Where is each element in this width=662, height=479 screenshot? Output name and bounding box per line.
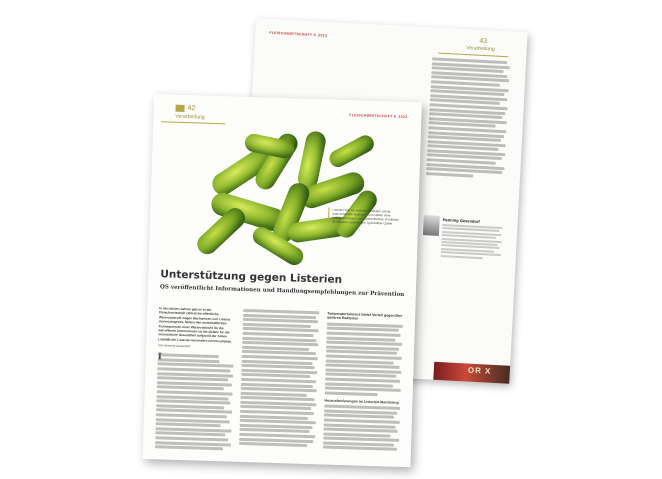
column-body-text xyxy=(323,405,400,452)
column-subheading: Temperaturtoleranz bietet Vorteil gegenüber anderen Bakterien xyxy=(326,311,403,321)
article-column-3 xyxy=(323,312,403,453)
image-caption: Listerien sind ein widerstandsfähiger, wenig anspruchsvoller Bakterium und stellen unter Umständen gegen von Listerienfreiheit. Produkten ist Aufwand zuverlässiger Quecksilber Quelle. xyxy=(328,208,400,226)
article-intro: In den letzten Jahren gab es in der Fleischwirtschaft zahlreiche öffentliche Warenrückrufe wegen Nachweisen von Listeria monocytogenes. Neben den wirtschaftlichen Konsequenzen einer Warenrückrufe für die betroffenen Unternehmen ist die Gefahr für die menschliche Gesundheit aufgrund der hohen Letalität der Listerien besonders hervorzuheben. xyxy=(158,306,233,344)
back-page-number: 43 xyxy=(479,37,488,46)
author-name: Henning Gesendorf xyxy=(442,217,480,224)
author-box xyxy=(420,215,506,289)
front-page xyxy=(143,94,422,467)
front-page-header: FLEISCHWIRTSCHAFT 6_2023 xyxy=(349,113,408,119)
back-page-column xyxy=(426,57,510,180)
article-column-2 xyxy=(239,309,319,449)
front-page-number: 42 xyxy=(187,105,196,113)
article-byline: Von Henning Gesendorf xyxy=(158,343,191,349)
back-page-section: Verarbeitung xyxy=(466,45,495,53)
author-bio xyxy=(441,224,503,261)
back-page-rule xyxy=(438,53,508,58)
back-page-photo-text: OR X xyxy=(467,365,492,376)
article-body-text xyxy=(155,353,234,450)
author-photo xyxy=(423,215,440,236)
front-page-section: Verarbeitung xyxy=(175,113,205,121)
column-body-text xyxy=(325,322,403,396)
column-subheading: Herausforderungen im Listerien-Monitoring xyxy=(324,398,399,405)
listeria-bacteria-image xyxy=(179,115,404,272)
article-headline: Unterstützung gegen Listerien xyxy=(160,268,343,286)
article-subheadline: QS veröffentlicht Informationen und Handlungsempfehlungen zur Prävention xyxy=(159,284,405,298)
back-page-header: FLEISCHWIRTSCHAFT 6_2023 xyxy=(269,30,328,38)
article-column-1 xyxy=(155,306,235,452)
page-number-badge xyxy=(175,105,184,112)
